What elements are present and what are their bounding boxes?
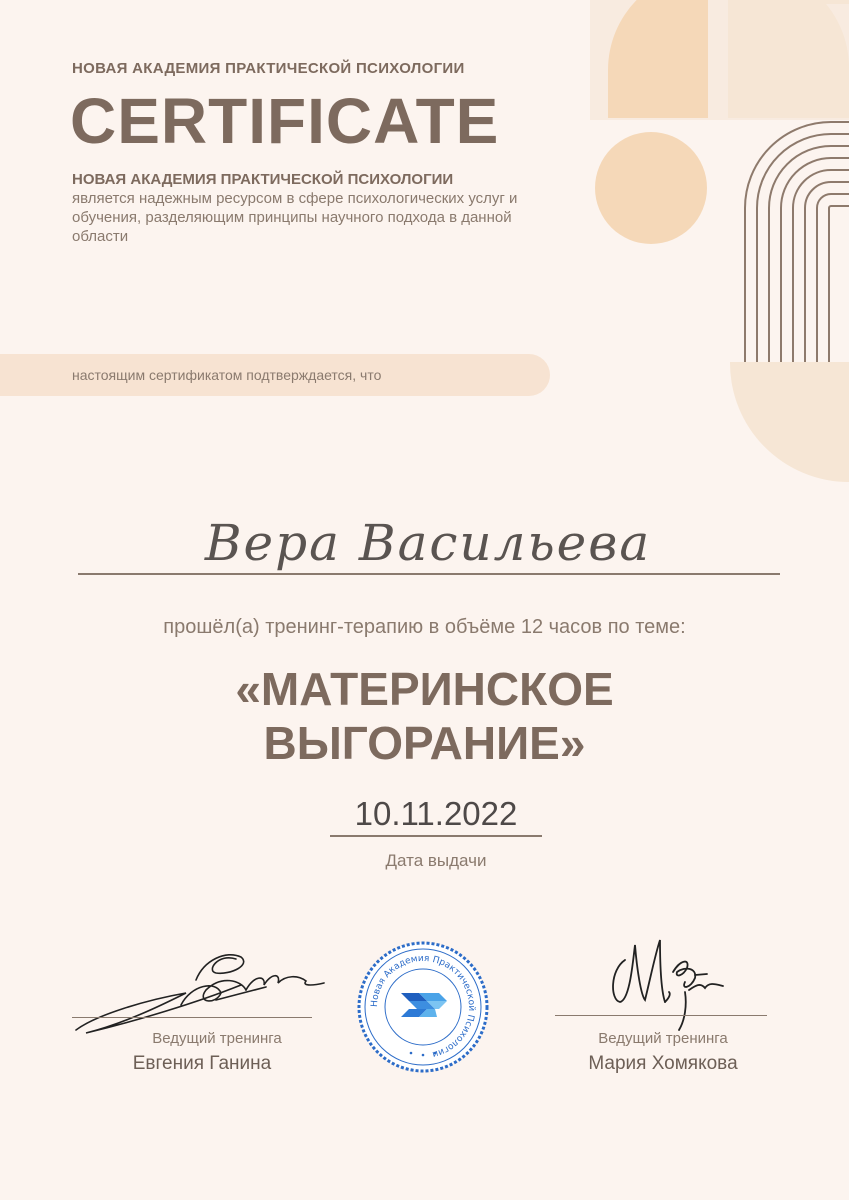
deco-circle — [595, 132, 707, 244]
org-description-text: является надежным ресурсом в сфере психологических услуг и обучения, разделяющим принципы научного подхода в данной области — [72, 190, 518, 245]
deco-quarter-circle-left — [608, 0, 708, 118]
training-topic-text: «МАТЕРИНСКОЕ ВЫГОРАНИЕ» — [235, 663, 614, 769]
signature-right — [605, 930, 730, 1035]
date-underline — [330, 835, 542, 837]
academy-seal — [357, 941, 489, 1073]
recipient-name: Вера Васильева — [204, 514, 652, 572]
certificate-title: CERTIFICATE — [70, 85, 500, 157]
training-description: прошёл(а) тренинг-терапию в объёме 12 часов по теме: — [163, 616, 686, 638]
org-description — [72, 170, 532, 246]
signer-name-left: Евгения Ганина — [132, 1053, 272, 1074]
training-topic — [0, 662, 849, 770]
deco-arches — [745, 122, 849, 362]
issue-date: 10.11.2022 — [354, 795, 518, 832]
deco-quarter-circle-right — [728, 0, 849, 118]
recipient-underline — [78, 573, 780, 575]
seal-text: Новая Академия Практической Психологи — [369, 953, 477, 1058]
signer-role-left: Ведущий тренинга — [152, 1030, 282, 1047]
org-description-bold: НОВАЯ АКАДЕМИЯ ПРАКТИЧЕСКОЙ ПСИХОЛОГИИ — [72, 171, 454, 188]
signer-name-right: Мария Хомякова — [588, 1053, 738, 1074]
confirm-text: настоящим сертификатом подтверждается, что — [72, 367, 382, 383]
signer-role-right: Ведущий тренинга — [598, 1030, 728, 1047]
decorative-shapes — [590, 0, 849, 485]
signature-line-right — [555, 1015, 767, 1016]
issue-date-label: Дата выдачи — [385, 851, 487, 870]
org-name: НОВАЯ АКАДЕМИЯ ПРАКТИЧЕСКОЙ ПСИХОЛОГИИ — [72, 60, 465, 77]
deco-bottom-quarter — [730, 362, 849, 482]
signature-line-left — [72, 1017, 312, 1018]
signature-left — [66, 945, 331, 1040]
